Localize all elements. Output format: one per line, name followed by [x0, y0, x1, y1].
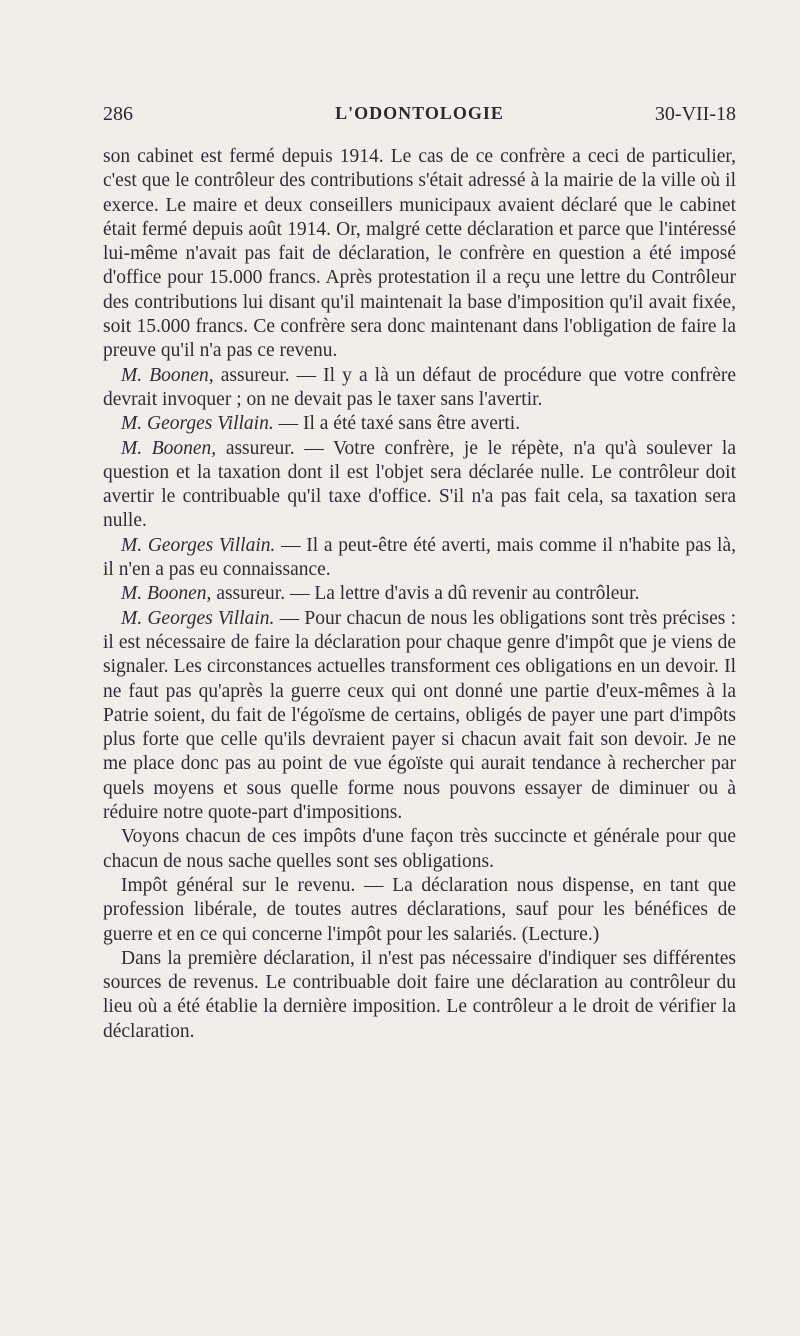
paragraph — [103, 412, 736, 436]
paragraph — [103, 582, 736, 606]
paragraph-text: — Il a été taxé sans être averti. — [278, 413, 521, 435]
paragraph — [103, 607, 736, 826]
speaker-name: M. Georges Villain. — [121, 607, 275, 629]
paragraph — [103, 874, 736, 947]
paragraph-text: assureur. — Il y a là un défaut de procédure que votre confrère devrait invoquer ; on ne devait pas le taxer sans l'avertir. — [103, 364, 736, 410]
paragraph — [103, 825, 736, 874]
paragraph-text: son cabinet est fermé depuis 1914. Le cas de ce confrère a ceci de particulier, c'est que le contrôleur des contributions s'était adressé à la mairie de la ville où il exerce. Le maire et deux conseillers municipaux avaient déclaré que le cabinet était fermé depuis août 1914. Or, malgré cette déclaration et parce que l'intéressé lui-même n'avait pas fait de déclaration, le confrère en question a été imposé d'office pour 15.000 francs. Après protestation il a reçu une lettre du Contrôleur des contributions lui disant qu'il maintenait la base d'imposition qu'il avait fixée, soit 15.000 francs. Ce confrère sera donc maintenant dans l'obligation de faire la preuve qu'il n'a pas ce revenu. — [103, 146, 736, 362]
paragraph — [103, 437, 736, 534]
paragraph-text: Voyons chacun de ces impôts d'une façon très succincte et générale pour que chacun de nous sache quelles sont ses obligations. — [103, 826, 736, 872]
speaker-name: M. Boonen, — [121, 583, 212, 605]
paragraph-text: — Pour chacun de nous les obligations sont très précises : il est nécessaire de faire la déclaration pour chaque genre d'impôt que je viens de signaler. Les circonstances actuelles transforment ces obligations en un devoir. Il ne faut pas qu'après la guerre ceux qui ont donné une partie d'eux-mêmes à la Patrie soient, du fait de l'égoïsme de certains, obligés de payer une part d'impôts plus forte que celle qu'ils devraient payer si chacun avait fait son devoir. Je ne me place donc pas au point de vue égoïste qui aurait tendance à rechercher par quels moyens et sous quelle forme nous pouvons essayer de diminuer ou à réduire notre quote-part d'impositions. — [103, 607, 736, 824]
speaker-name: M. Boonen, — [121, 364, 214, 386]
paragraph — [103, 364, 736, 413]
page-number: 286 — [103, 103, 133, 125]
body-text — [103, 145, 736, 1044]
paragraph — [103, 947, 736, 1044]
paragraph-text: — Il a peut-être été averti, mais comme il n'habite pas là, il n'en a pas eu connaissance. — [103, 534, 736, 581]
speaker-name: M. Georges Villain. — [121, 413, 274, 435]
issue-date: 30-VII-18 — [654, 103, 736, 125]
paragraph-text: Impôt général sur le revenu. — La déclaration nous dispense, en tant que profession libérale, de toutes autres déclarations, sauf pour les bénéfices de guerre et en ce qui concerne l'impôt pour les salariés. (Lecture.) — [103, 874, 736, 945]
paragraph-text: Dans la première déclaration, il n'est pas nécessaire d'indiquer ses différentes sources de revenus. Le contribuable doit faire une déclaration au contrôleur du lieu où a été établie la dernière imposition. Le contrôleur a le droit de vérifier la déclaration. — [103, 947, 736, 1042]
paragraph — [103, 534, 736, 583]
speaker-name: M. Boonen, — [121, 437, 217, 459]
speaker-name: M. Georges Villain. — [121, 534, 276, 556]
paragraph-text: assureur. — Votre confrère, je le répète, n'a qu'à soulever la question et la taxation dont il est l'objet sera déclarée nulle. Le contrôleur doit avertir le contribuable qu'il taxe d'office. S'il n'a pas fait cela, sa taxation sera nulle. — [103, 437, 737, 532]
paragraph-text: assureur. — La lettre d'avis a dû revenir au contrôleur. — [216, 583, 640, 605]
paragraph — [103, 145, 736, 364]
running-header — [103, 103, 736, 129]
journal-title: L'ODONTOLOGIE — [335, 103, 504, 123]
